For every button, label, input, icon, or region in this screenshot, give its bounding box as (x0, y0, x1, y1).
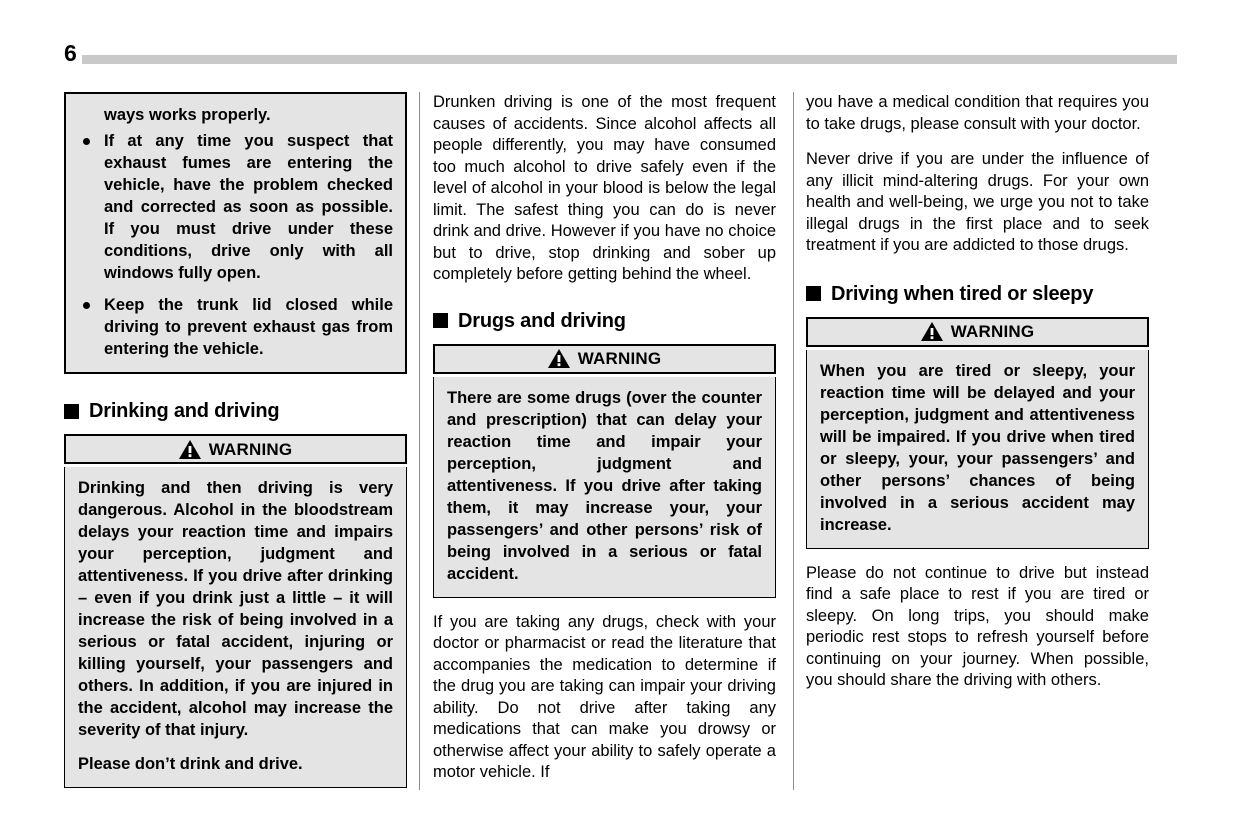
column-3 (806, 92, 1149, 692)
section-heading-drugs-and-driving (433, 310, 776, 332)
warning-body (64, 467, 407, 788)
page-header (64, 40, 1177, 70)
column-divider-1 (419, 92, 420, 790)
warning-paragraph: Drinking and then driving is very dangerous. Alcohol in the bloodstream delays your reaction time and impairs your perception, judgment and attentiveness. If you drive after drinking – even if you drink just a little – it will increase the risk of being involved in a serious or fatal accident, injuring or killing yourself, your passengers and others. In addition, if you are injured in the accident, alcohol may increase the severity of that injury. (78, 479, 393, 739)
drunken-driving-paragraph: Drunken driving is one of the most frequent causes of accidents. Since alcohol affects all people differently, you may have consumed too much alcohol to drive safely even if the level of alcohol in your blood is below the legal limit. The safest thing you can do is never drink and drive. However if you have no choice but to drive, stop drinking and sober up completely before getting behind the wheel. (433, 93, 776, 283)
list-item-text: Keep the trunk lid closed while driving to prevent exhaust gas from entering the vehicle. (104, 296, 393, 358)
rest-advice-paragraph: Please do not continue to drive but instead find a safe place to rest if you are tired or sleepy. On long trips, you should make periodic rest stops to refresh yourself before continuing on your journey. When possible, you should share the driving with others. (806, 563, 1149, 689)
section-heading-driving-tired (806, 283, 1149, 305)
section-heading-label: Drinking and driving (89, 400, 280, 422)
illicit-drugs-paragraph: Never drive if you are under the influence of any illicit mind-altering drugs. For your own health and well-being, we urge you not to take illegal drugs in the first place and to seek treatment if you are addicted to those drugs. (806, 150, 1149, 254)
warning-paragraph: When you are tired or sleepy, your reaction time will be delayed and your perception, judgment and attentiveness will be impaired. If you drive when tired or sleepy, your, your passengers’ and other persons’ chances of being involved in a serious accident may increase. (820, 361, 1135, 534)
column-divider-2 (793, 92, 794, 790)
medical-condition-paragraph: you have a medical condition that requires you to take drugs, please consult with your doctor. (806, 93, 1149, 133)
warning-body (806, 350, 1149, 549)
section-heading-label: Driving when tired or sleepy (831, 282, 1094, 305)
section-heading-drinking-and-driving (64, 400, 407, 422)
page-number: 6 (64, 39, 77, 66)
warning-body (433, 377, 776, 598)
warning-label: WARNING (208, 439, 293, 459)
page-columns (0, 92, 1241, 792)
warning-header (433, 344, 776, 374)
warning-block-drugs (433, 344, 776, 598)
warning-triangle-icon (548, 349, 570, 368)
warning-block-drinking (64, 434, 407, 788)
warning-paragraph: Please don’t drink and drive. (78, 755, 303, 773)
notice-bullet-list (78, 130, 393, 360)
column-1 (64, 92, 407, 802)
notice-lead-text: ways works properly. (104, 106, 271, 124)
warning-triangle-icon (921, 322, 943, 341)
list-item (78, 294, 393, 360)
section-heading-label: Drugs and driving (458, 309, 626, 332)
warning-header (806, 317, 1149, 347)
bullet-dot-icon (83, 302, 90, 309)
warning-paragraph: There are some drugs (over the counter and prescription) that can delay your reaction time and impair your perception, judgment and attentiveness. If you drive after taking them, it may increase your, your passengers’ and other persons’ risk of being involved in a serious or fatal accident. (447, 388, 762, 583)
warning-block-tired (806, 317, 1149, 549)
warning-label: WARNING (950, 322, 1035, 341)
warning-header (64, 434, 407, 464)
bullet-dot-icon (83, 138, 90, 145)
header-rule (82, 55, 1177, 64)
exhaust-notice-box (64, 92, 407, 374)
list-item-text: If at any time you suspect that exhaust fumes are entering the vehicle, have the problem checked and corrected as soon as possible. If you must drive under these conditions, drive only with all windows fully open. (104, 132, 393, 282)
warning-label: WARNING (577, 349, 662, 368)
heading-square-icon (64, 404, 79, 419)
list-item (78, 130, 393, 284)
column-2 (433, 92, 776, 784)
drugs-advice-paragraph: If you are taking any drugs, check with your doctor or pharmacist or read the literature that accompanies the medication to determine if the drug you are taking can impair your driving ability. Do not drive after taking any medications that can make you drowsy or otherwise affect your ability to safely operate a motor vehicle. If (433, 612, 776, 781)
heading-square-icon (433, 313, 448, 328)
heading-square-icon (806, 286, 821, 301)
warning-triangle-icon (179, 440, 201, 459)
